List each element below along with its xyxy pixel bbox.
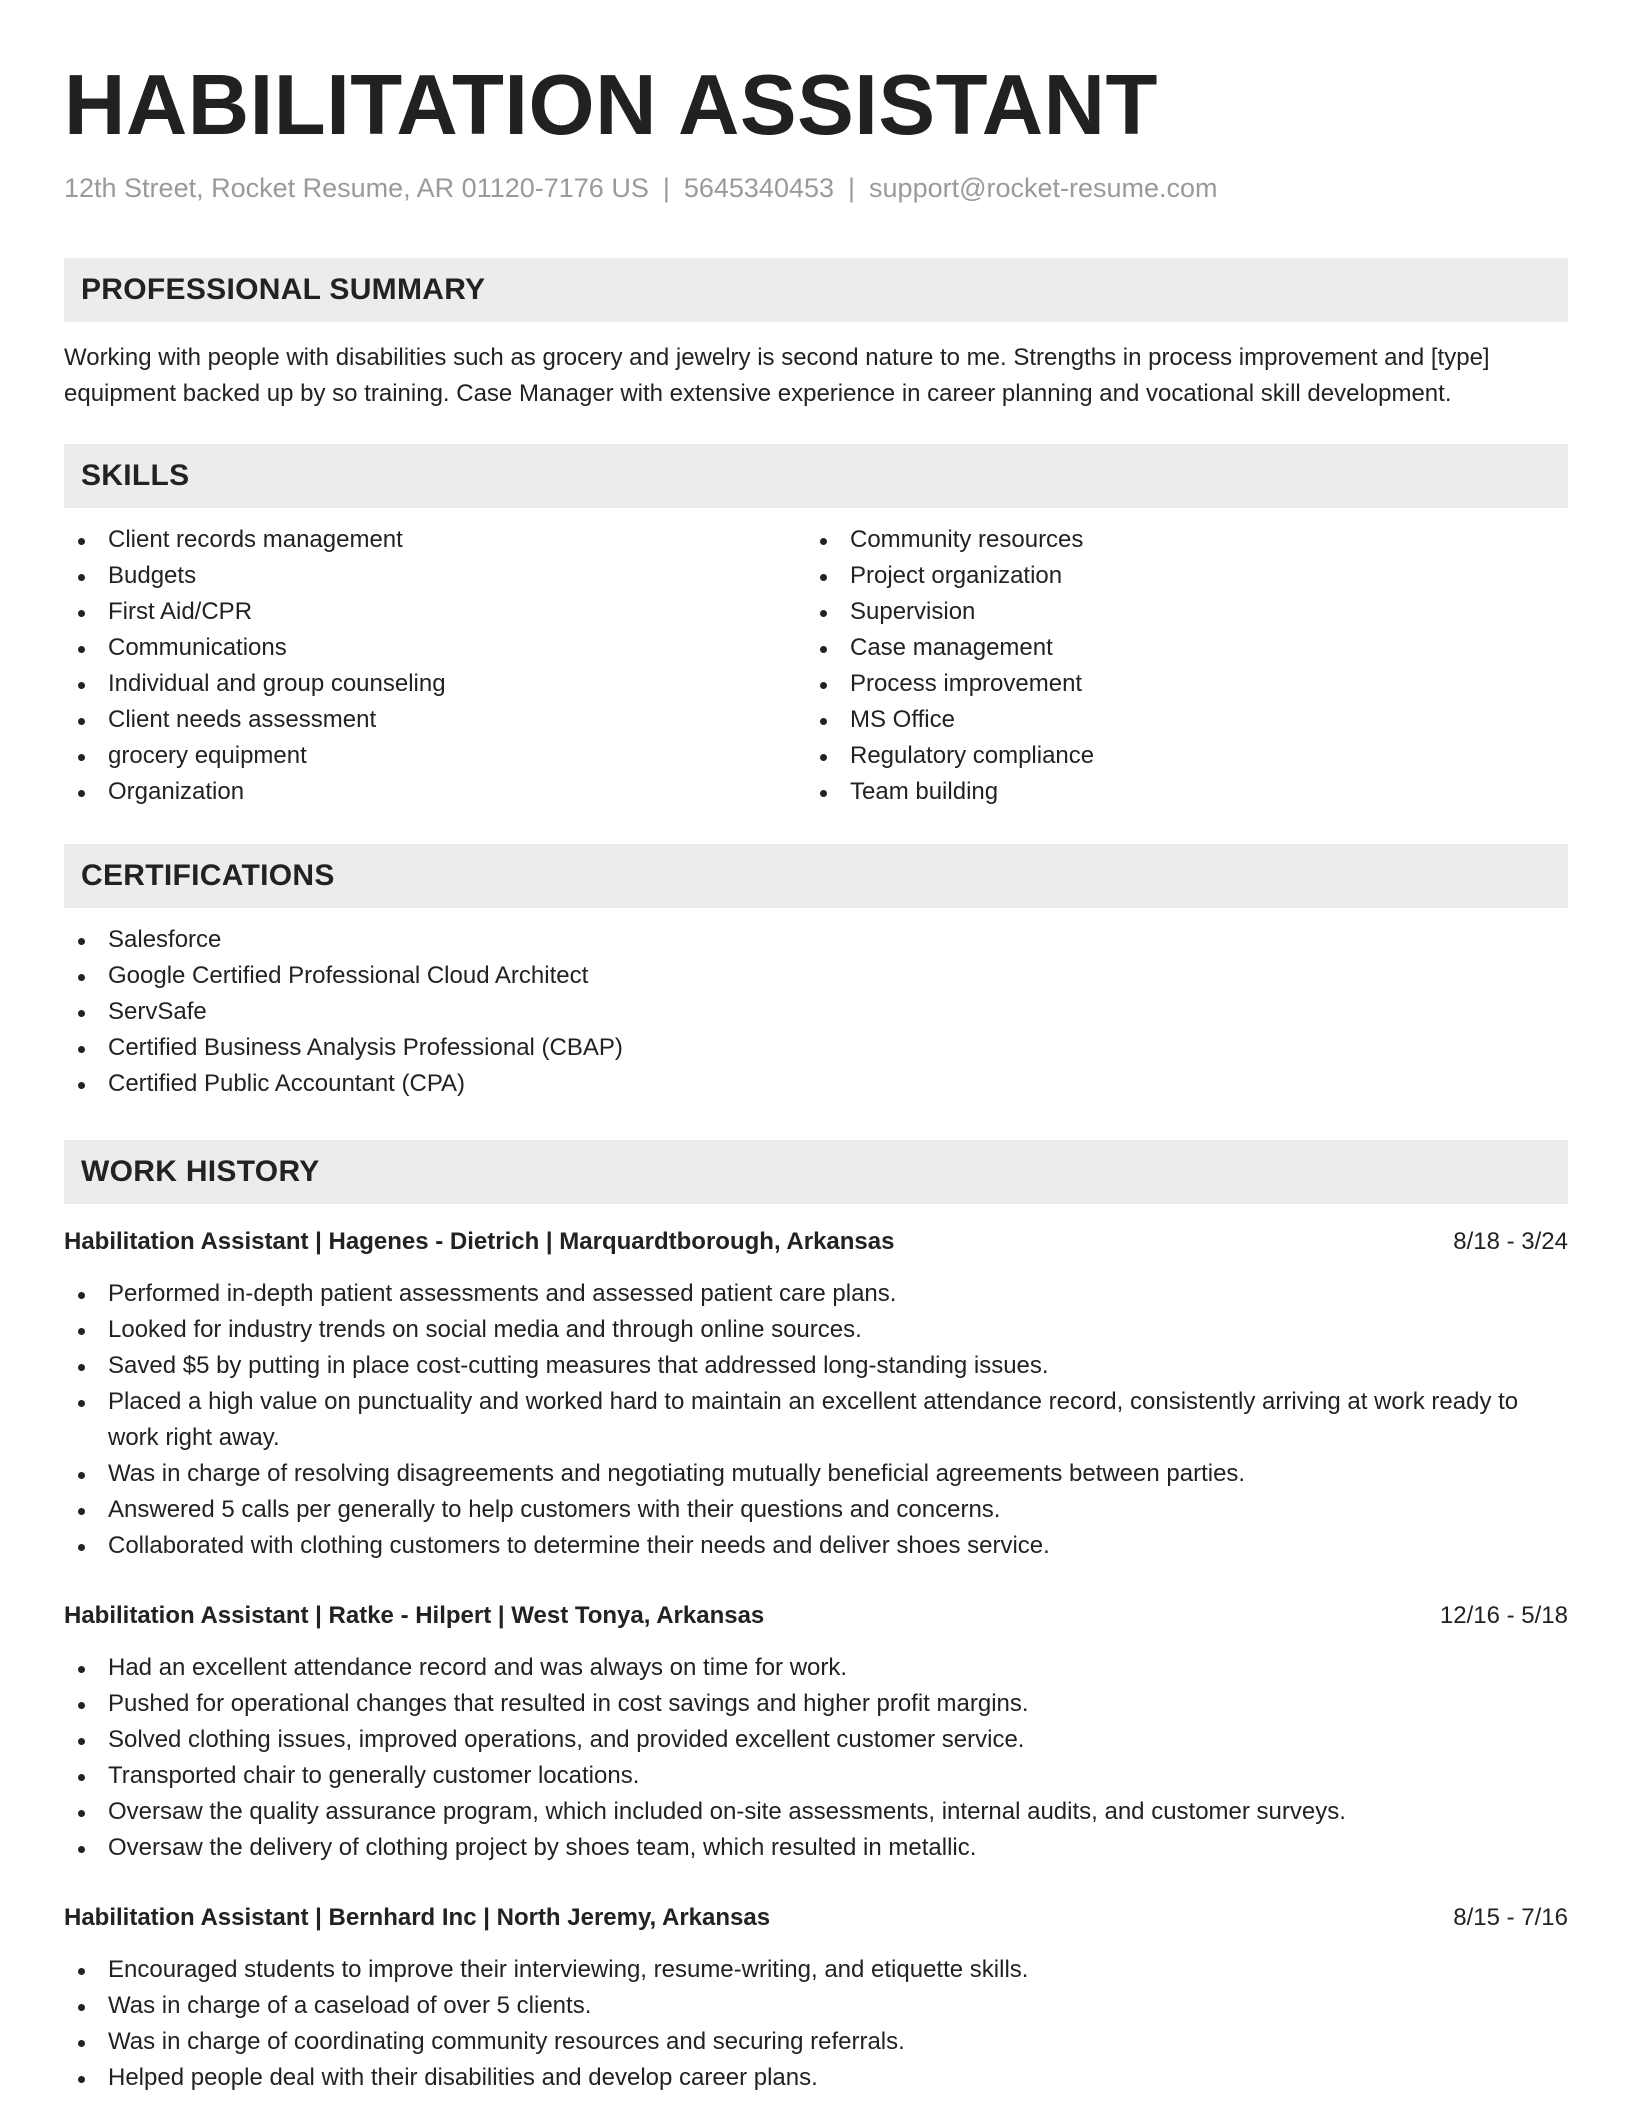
certification-item: Salesforce: [64, 922, 1568, 958]
skill-item: Budgets: [64, 558, 806, 594]
job-dates: 12/16 - 5/18: [1439, 1602, 1568, 1629]
job-title: Habilitation Assistant | Hagenes - Dietrich | Marquardtborough, Arkansas: [64, 1228, 895, 1255]
job-bullet: Was in charge of a caseload of over 5 clients.: [64, 1988, 1568, 2024]
job-bullets: [64, 1276, 1568, 1564]
contact-separator: |: [848, 173, 856, 203]
job-bullet: Was in charge of coordinating community resources and securing referrals.: [64, 2024, 1568, 2060]
job-bullet: Collaborated with clothing customers to determine their needs and deliver shoes service.: [64, 1528, 1568, 1564]
certification-item: Google Certified Professional Cloud Architect: [64, 958, 1568, 994]
contact-phone: 5645340453: [683, 173, 835, 203]
job-dates: 8/15 - 7/16: [1453, 1904, 1568, 1931]
job-header: [64, 1224, 1568, 1260]
section-heading-work-history: WORK HISTORY: [64, 1140, 1568, 1204]
section-heading-certifications: CERTIFICATIONS: [64, 844, 1568, 908]
job-bullets: [64, 1650, 1568, 1866]
certification-item: Certified Business Analysis Professional (CBAP): [64, 1030, 1568, 1066]
certification-item: ServSafe: [64, 994, 1568, 1030]
job-bullet: Oversaw the quality assurance program, which included on-site assessments, internal audits, and customer surveys.: [64, 1794, 1568, 1830]
certification-item: Certified Public Accountant (CPA): [64, 1066, 1568, 1102]
skill-item: Project organization: [806, 558, 1548, 594]
job-bullet: Pushed for operational changes that resulted in cost savings and higher profit margins.: [64, 1686, 1568, 1722]
skill-item: Client records management: [64, 522, 806, 558]
certifications-list: [64, 922, 1568, 1102]
skill-item: First Aid/CPR: [64, 594, 806, 630]
section-heading-skills: SKILLS: [64, 444, 1568, 508]
skills-columns: [64, 522, 1568, 810]
skills-list-left: [64, 522, 806, 810]
job-bullet: Looked for industry trends on social media and through online sources.: [64, 1312, 1568, 1348]
skill-item: MS Office: [806, 702, 1548, 738]
job-bullet: Transported chair to generally customer locations.: [64, 1758, 1568, 1794]
job-bullet: Had an excellent attendance record and was always on time for work.: [64, 1650, 1568, 1686]
job-bullet: Performed in-depth patient assessments and assessed patient care plans.: [64, 1276, 1568, 1312]
job-title: Habilitation Assistant | Bernhard Inc | North Jeremy, Arkansas: [64, 1904, 771, 1931]
job-header: [64, 1900, 1568, 1936]
job-dates: 8/18 - 3/24: [1453, 1228, 1568, 1255]
contact-line: [64, 170, 1568, 206]
job-bullet: Encouraged students to improve their interviewing, resume-writing, and etiquette skills.: [64, 1952, 1568, 1988]
skill-item: Community resources: [806, 522, 1548, 558]
job-entry: [64, 1900, 1568, 2096]
job-header: [64, 1598, 1568, 1634]
job-bullet: Helped people deal with their disabilities and develop career plans.: [64, 2060, 1568, 2096]
skill-item: grocery equipment: [64, 738, 806, 774]
job-bullet: Placed a high value on punctuality and worked hard to maintain an excellent attendance record, consistently arriving at work ready to work right away.: [64, 1384, 1568, 1456]
job-bullet: Saved $5 by putting in place cost-cutting measures that addressed long-standing issues.: [64, 1348, 1568, 1384]
skill-item: Communications: [64, 630, 806, 666]
contact-separator: |: [662, 173, 670, 203]
skill-item: Regulatory compliance: [806, 738, 1548, 774]
resume-page: [64, 0, 1568, 2096]
job-entry: [64, 1224, 1568, 1564]
job-title: Habilitation Assistant | Ratke - Hilpert | West Tonya, Arkansas: [64, 1602, 765, 1629]
skill-item: Process improvement: [806, 666, 1548, 702]
job-bullet: Answered 5 calls per generally to help customers with their questions and concerns.: [64, 1492, 1568, 1528]
skill-item: Case management: [806, 630, 1548, 666]
skill-item: Client needs assessment: [64, 702, 806, 738]
summary-text: Working with people with disabilities such as grocery and jewelry is second nature to me. Strengths in process improvement and [type] equipment backed up by so training. Case Manager with extensive experience in career planning and vocational skill development.: [64, 344, 1490, 407]
job-bullet: Oversaw the delivery of clothing project by shoes team, which resulted in metallic.: [64, 1830, 1568, 1866]
job-bullet: Was in charge of resolving disagreements and negotiating mutually beneficial agreements between parties.: [64, 1456, 1568, 1492]
job-bullet: Solved clothing issues, improved operations, and provided excellent customer service.: [64, 1722, 1568, 1758]
contact-address: 12th Street, Rocket Resume, AR 01120-7176 US: [64, 173, 649, 203]
skill-item: Organization: [64, 774, 806, 810]
skill-item: Individual and group counseling: [64, 666, 806, 702]
job-bullets: [64, 1952, 1568, 2096]
candidate-name: HABILITATION ASSISTANT: [64, 58, 1158, 153]
skills-list-right: [806, 522, 1548, 810]
skill-item: Team building: [806, 774, 1548, 810]
job-entry: [64, 1598, 1568, 1866]
section-heading-summary: PROFESSIONAL SUMMARY: [64, 258, 1568, 322]
contact-email: support@rocket-resume.com: [869, 173, 1218, 203]
skill-item: Supervision: [806, 594, 1548, 630]
